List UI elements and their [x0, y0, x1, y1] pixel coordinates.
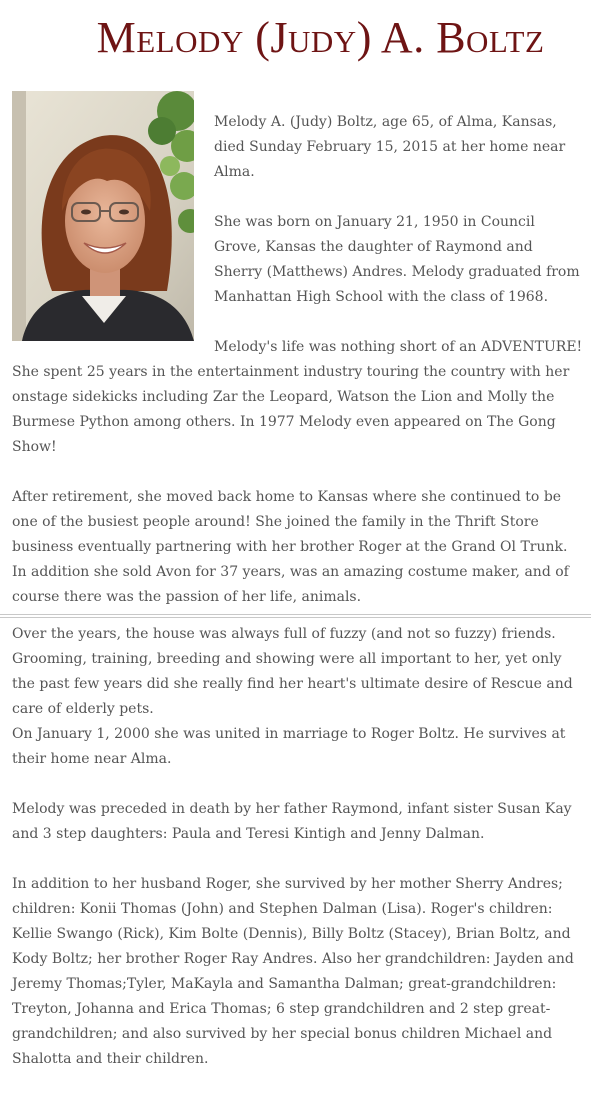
- paragraph-adventure: Melody's life was nothing short of an ADVENTURE! She spent 25 years in the entertainment industry touring the country with her onstage sidekicks including Zar the Leopard, Watson the Lion and Molly the Burmese Python among others. In 1977 Melody even appeared on The Gong Show!: [12, 339, 583, 455]
- obituary-lower: [12, 622, 583, 1097]
- paragraph-birth: She was born on January 21, 1950 in Council Grove, Kansas the daughter of Raymond and Sherry (Matthews) Andres. Melody graduated from Manhattan High School with the class of 1968.: [214, 214, 580, 305]
- paragraph-marriage: On January 1, 2000 she was united in marriage to Roger Boltz. He survives at their home near Alma.: [12, 726, 566, 767]
- section-divider: [0, 614, 591, 618]
- paragraph-friends: Over the years, the house was always full of fuzzy (and not so fuzzy) friends. Grooming, training, breeding and showing were all important to her, yet only the past few years did she really find her heart's ultimate desire of Rescue and care of elderly pets.: [12, 626, 573, 717]
- paragraph-retirement: After retirement, she moved back home to Kansas where she continued to be one of the busiest people around! She joined the family in the Thrift Store business eventually partnering with her brother Roger at the Grand Ol Trunk. In addition she sold Avon for 37 years, was an amazing costume maker, and of course there was the passion of her life, animals.: [12, 489, 569, 605]
- paragraph-preceded: Melody was preceded in death by her father Raymond, infant sister Susan Kay and 3 step daughters: Paula and Teresi Kintigh and Jenny Dalman.: [12, 801, 572, 842]
- obituary-upper: [12, 110, 583, 635]
- portrait-photo: [12, 91, 194, 341]
- paragraph-survivors: In addition to her husband Roger, she survived by her mother Sherry Andres; children: Konii Thomas (John) and Stephen Dalman (Lisa). Roger's children: Kellie Swango (Rick), Kim Bolte (Dennis), Billy Boltz (Stacey), Brian Boltz, and Kody Boltz; her brother Roger Ray Andres. Also her grandchildren: Jayden and Jeremy Thomas;Tyler, MaKayla and Samantha Dalman; great-grandchildren: Treyton, Johanna and Erica Thomas; 6 step grandchildren and 2 step great-grandchildren; and also survived by her special bonus children Michael and Shalotta and their children.: [12, 876, 574, 1067]
- paragraph-death-notice: Melody A. (Judy) Boltz, age 65, of Alma, Kansas, died Sunday February 15, 2015 at her home near Alma.: [214, 114, 566, 180]
- page-title: Melody (Judy) A. Boltz: [96, 13, 545, 62]
